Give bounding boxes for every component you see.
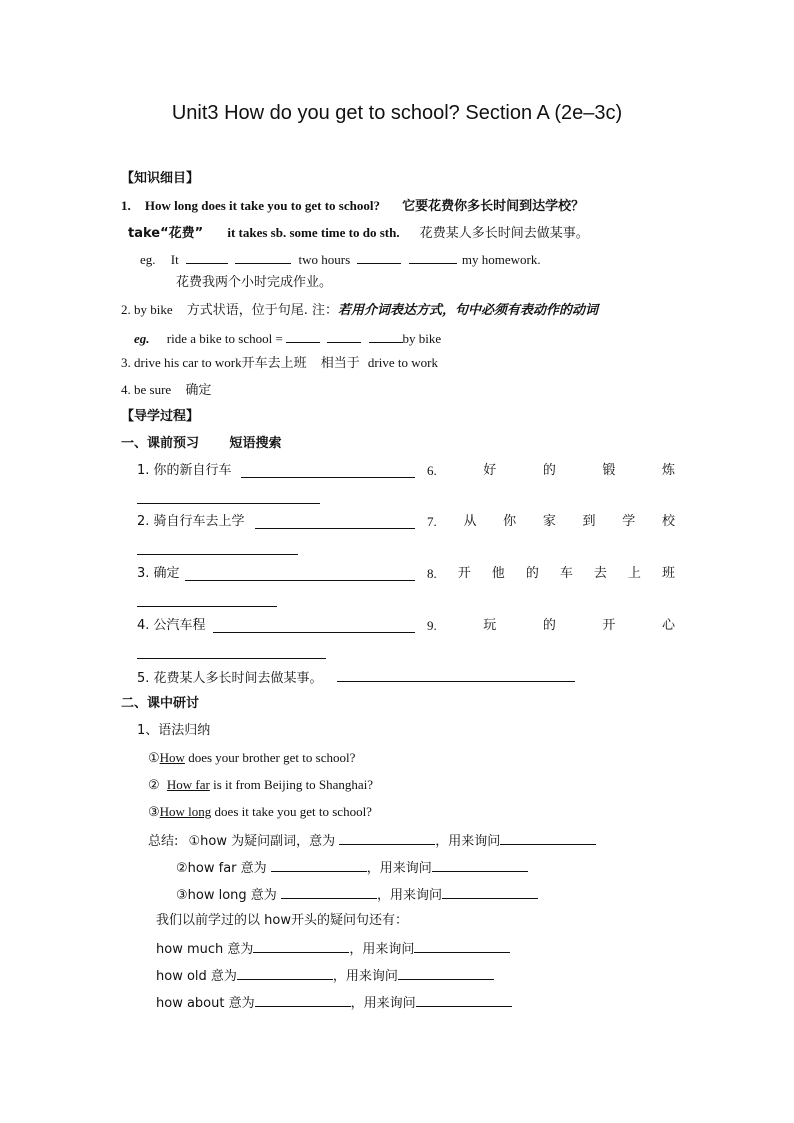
phrase-item-5: 5. 花费某人多长时间去做某事。 bbox=[137, 668, 575, 688]
grammar-label: 1、语法归纳 bbox=[137, 723, 211, 738]
blank[interactable] bbox=[286, 329, 320, 343]
summary-line-3: ③how long 意为 ，用来询问 bbox=[176, 885, 538, 905]
learned-note: 我们以前学过的以 how开头的疑问句还有： bbox=[156, 913, 408, 928]
blank[interactable] bbox=[213, 619, 415, 633]
blank[interactable] bbox=[500, 831, 596, 845]
take-example-cn: 花费我两个小时完成作业。 bbox=[176, 275, 333, 290]
grammar-q3: ③How long does it take you get to school? bbox=[148, 804, 372, 819]
blank[interactable] bbox=[137, 658, 326, 659]
blank[interactable] bbox=[137, 554, 298, 555]
grammar-q2: ② How far is it from Beijing to Shanghai? bbox=[148, 777, 374, 792]
blank[interactable] bbox=[409, 250, 457, 264]
blank[interactable] bbox=[255, 993, 351, 1007]
blank[interactable] bbox=[432, 858, 528, 872]
how-old-line: how old 意为 ，用来询问 bbox=[156, 966, 494, 986]
blank[interactable] bbox=[241, 464, 415, 478]
blank[interactable] bbox=[357, 250, 401, 264]
take-phrase-cn: 花费某人多长时间去做某事。 bbox=[419, 226, 589, 241]
page-title: Unit3 How do you get to school? Section A (2e–3c) bbox=[171, 102, 623, 124]
blank[interactable] bbox=[414, 939, 510, 953]
blank[interactable] bbox=[253, 939, 349, 953]
grammar-q1: ①How does your brother get to school? bbox=[148, 750, 356, 765]
blank[interactable] bbox=[398, 966, 494, 980]
knowledge-heading: 【知识细目】 bbox=[121, 171, 200, 186]
how-much-line: how much 意为 ，用来询问 bbox=[156, 939, 510, 959]
item1-question-cn: 它要花费你多长时间到达学校？ bbox=[402, 199, 585, 214]
process-heading: 【导学过程】 bbox=[121, 409, 200, 424]
take-label: take“花费” bbox=[128, 226, 204, 241]
blank[interactable] bbox=[416, 993, 512, 1007]
blank[interactable] bbox=[327, 329, 361, 343]
blank[interactable] bbox=[255, 515, 415, 529]
blank[interactable] bbox=[137, 606, 277, 607]
summary-line-2: ②how far 意为 ，用来询问 bbox=[176, 858, 528, 878]
section1-heading: 一、课前预习 短语搜索 bbox=[121, 436, 282, 451]
blank[interactable] bbox=[185, 567, 415, 581]
item4-line: 4. be sure 确定 bbox=[121, 382, 212, 398]
take-phrase: it takes sb. some time to do sth. bbox=[227, 225, 400, 240]
summary-line-1: 总结: ①how 为疑问副词，意为 ，用来询问 bbox=[148, 831, 596, 851]
blank[interactable] bbox=[186, 250, 228, 264]
worksheet-page: Unit3 How do you get to school? Section A (2e–3c) 【知识细目】 1. How long does it take you to get to school? 它要花费你多长时间到达学校？ take“花费” it takes sb. some time to do sth. 花费某人多长时间去做某事。 eg. It two hours my homework. 花费我两个小时完成作业。 2. by bike 方式状语，位于句尾. 注：若用介词表达方式，句中必须有表动作的动词 eg. ride a bike to school = by bike 3. drive his car to work开车去上班 相当于 drive to work 4. be sure 确定 【导学过程】 一、课前预习 短语搜索 1. 你的新自行车 6. 好 的 锻 炼 2. 骑自行车去上学 7. 从 你 家 到 学 校 3. 确定 8. 开 他 的 车 去 上 班 4. 公汽车程 9. 玩 的 开 心 5. 花费某人多长时间去做某事。 二、课中研讨 1、语法归纳 ①How does your brother get to school? ② How far is it from Beijing to Shanghai? ③How long does it take you get to school? 总结: ①how 为疑问副词，意为 ，用来询问 ②how far 意为 ，用来询问 ③how long 意为 ，用来询问 我们以前学过的以 how开头的疑问句还有： how much 意为 ，用来询问 how old 意为 ，用来询问 how about 意为 ，用来询问 bbox=[0, 0, 794, 1123]
blank[interactable] bbox=[271, 858, 367, 872]
blank[interactable] bbox=[339, 831, 435, 845]
blank[interactable] bbox=[442, 885, 538, 899]
blank[interactable] bbox=[237, 966, 333, 980]
blank[interactable] bbox=[337, 668, 575, 682]
blank[interactable] bbox=[281, 885, 377, 899]
item1-question-en: How long does it take you to get to school? bbox=[144, 198, 380, 213]
item2-line: 2. by bike 方式状语，位于句尾. 注：若用介词表达方式，句中必须有表动作的动词 bbox=[121, 302, 599, 318]
item2-example: eg. ride a bike to school = by bike bbox=[134, 331, 442, 346]
take-usage-line bbox=[128, 224, 589, 243]
how-about-line: how about 意为 ，用来询问 bbox=[156, 993, 512, 1013]
blank[interactable] bbox=[235, 250, 291, 264]
blank[interactable] bbox=[137, 503, 320, 504]
item1-question: 1. How long does it take you to get to school? 它要花费你多长时间到达学校？ bbox=[121, 198, 585, 214]
item3-line: 3. drive his car to work开车去上班 相当于 drive to work bbox=[121, 355, 438, 371]
take-example: eg. It two hours my homework. bbox=[140, 252, 541, 267]
section2-heading: 二、课中研讨 bbox=[121, 696, 200, 711]
item2-note: 若用介词表达方式，句中必须有表动作的动词 bbox=[338, 303, 599, 318]
blank[interactable] bbox=[369, 329, 403, 343]
